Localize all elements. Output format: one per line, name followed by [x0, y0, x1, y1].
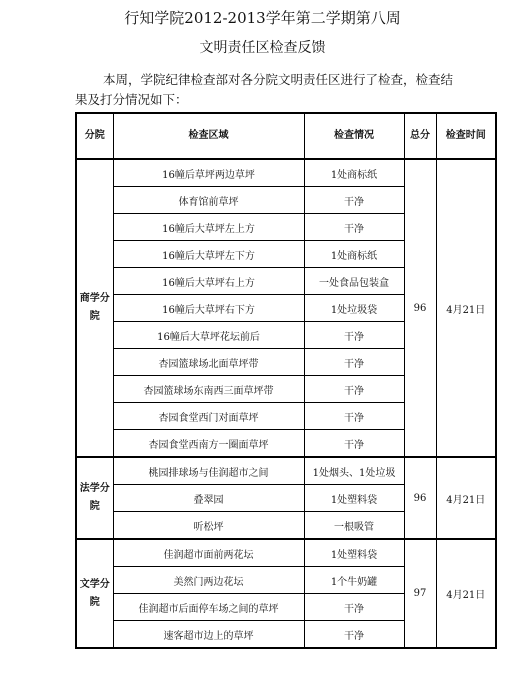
status-cell: 一处食品包装盒 — [304, 268, 404, 295]
inspection-table — [75, 112, 497, 649]
area-cell: 16幢后大草坪右上方 — [113, 268, 304, 295]
area-cell: 16幢后大草坪花坛前后 — [113, 322, 304, 349]
document-subtitle: 文明责任区检查反馈 — [199, 40, 326, 56]
table-body — [76, 159, 496, 648]
score-cell: 96 — [404, 457, 436, 539]
area-cell: 美然门两边花坛 — [113, 567, 304, 594]
status-cell: 1处塑料袋 — [304, 485, 404, 512]
table-row — [76, 457, 496, 485]
table-row — [76, 539, 496, 567]
area-cell: 杏园篮球场东南西三面草坪带 — [113, 376, 304, 403]
area-cell: 杏园食堂西门对面草坪 — [113, 403, 304, 430]
header-score: 总分 — [404, 113, 436, 159]
area-cell: 杏园食堂西南方一圈面草坪 — [113, 430, 304, 458]
status-cell: 1处烟头、1处垃圾 — [304, 457, 404, 485]
area-cell: 16幢后大草坪左下方 — [113, 241, 304, 268]
area-cell: 体育馆前草坪 — [113, 187, 304, 214]
college-cell: 文学分院 — [76, 539, 113, 648]
time-cell: 4月21日 — [436, 457, 496, 539]
status-cell: 干净 — [304, 403, 404, 430]
status-cell: 干净 — [304, 430, 404, 458]
header-college: 分院 — [76, 113, 113, 159]
header-status: 检查情况 — [304, 113, 404, 159]
status-cell: 干净 — [304, 349, 404, 376]
status-cell: 一根吸管 — [304, 512, 404, 540]
status-cell: 1处商标纸 — [304, 159, 404, 187]
area-cell: 16幢后大草坪右下方 — [113, 295, 304, 322]
header-time: 检查时间 — [436, 113, 496, 159]
area-cell: 佳润超市面前两花坛 — [113, 539, 304, 567]
header-area: 检查区域 — [113, 113, 304, 159]
status-cell: 干净 — [304, 376, 404, 403]
area-cell: 桃园排球场与佳润超市之间 — [113, 457, 304, 485]
area-cell: 16幢后大草坪左上方 — [113, 214, 304, 241]
status-cell: 干净 — [304, 214, 404, 241]
table-header-row — [76, 113, 496, 159]
college-cell: 商学分院 — [76, 159, 113, 457]
table-row — [76, 159, 496, 187]
status-cell: 1处商标纸 — [304, 241, 404, 268]
area-cell: 佳润超市后面停车场之间的草坪 — [113, 594, 304, 621]
score-cell: 97 — [404, 539, 436, 648]
status-cell: 1个牛奶罐 — [304, 567, 404, 594]
college-cell: 法学分院 — [76, 457, 113, 539]
time-cell: 4月21日 — [436, 539, 496, 648]
intro-paragraph: 本周，学院纪律检查部对各分院文明责任区进行了检查，检查结果及打分情况如下： — [75, 72, 454, 107]
area-cell: 叠翠园 — [113, 485, 304, 512]
status-cell: 干净 — [304, 322, 404, 349]
status-cell: 1处垃圾袋 — [304, 295, 404, 322]
status-cell: 干净 — [304, 621, 404, 649]
area-cell: 听松坪 — [113, 512, 304, 540]
status-cell: 1处塑料袋 — [304, 539, 404, 567]
area-cell: 16幢后草坪两边草坪 — [113, 159, 304, 187]
document-title: 行知学院2012-2013学年第二学期第八周 — [124, 9, 401, 27]
area-cell: 杏园篮球场北面草坪带 — [113, 349, 304, 376]
status-cell: 干净 — [304, 187, 404, 214]
score-cell: 96 — [404, 159, 436, 457]
area-cell: 速客超市边上的草坪 — [113, 621, 304, 649]
time-cell: 4月21日 — [436, 159, 496, 457]
status-cell: 干净 — [304, 594, 404, 621]
